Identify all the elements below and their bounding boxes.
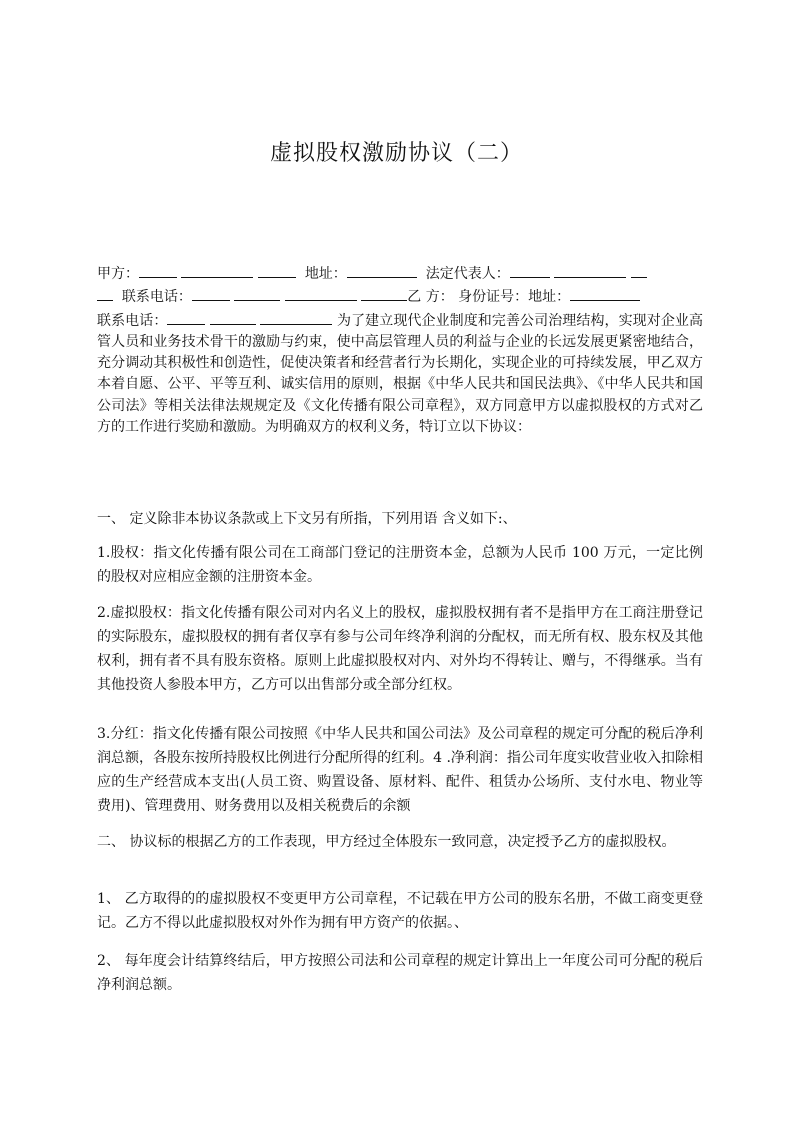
blank-field[interactable] bbox=[139, 262, 177, 278]
clause-item-1: 1、 乙方取得的的虚拟股权不变更甲方公司章程，不记载在甲方公司的股东名册，不做工商变更登记。乙方不得以此虚拟股权对外作为拥有甲方资产的依据。、 bbox=[97, 891, 703, 931]
address-label: 地址： bbox=[528, 289, 571, 306]
party-a-label: 甲方： bbox=[97, 266, 139, 282]
section-one-heading: 一、 定义除非本协议条款或上下文另有所指，下列用语 含义如下:、 bbox=[97, 511, 517, 527]
blank-field[interactable] bbox=[258, 262, 296, 278]
blank-field[interactable] bbox=[554, 262, 626, 278]
blank-field[interactable] bbox=[361, 285, 407, 301]
party-b-label: 乙 方： bbox=[407, 289, 454, 306]
definition-virtual-equity: 2.虚拟股权：指文化传播有限公司对内名义上的股权，虚拟股权拥有者不是指甲方在工商注册登记的实际股东，虚拟股权的拥有者仅享有参与公司年终净利润的分配权，而无所有权、股东权及其他权利，拥有者不具有股东资格。原则上此虚拟股权对内、对外均不得转让、赠与，不得继承。当有其他投资人参股本甲方，乙方可以出售部分或全部分红权。 bbox=[97, 605, 703, 693]
clause-item-2: 2、 每年度会计结算终结后，甲方按照公司法和公司章程的规定计算出上一年度公司可分配的税后净利润总额。 bbox=[97, 953, 703, 993]
legal-rep-label: 法定代表人： bbox=[425, 266, 510, 282]
parties-intro bbox=[97, 262, 703, 438]
definition-equity: 1.股权：指文化传播有限公司在工商部门登记的注册资本金，总额为人民币 100 万元，一定比例的股权对应相应金额的注册资本金。 bbox=[97, 545, 703, 585]
blank-field[interactable] bbox=[285, 285, 357, 301]
phone-label: 联系电话： bbox=[121, 289, 192, 306]
section-two-heading: 二、 协议标的根据乙方的工作表现，甲方经过全体股东一致同意，决定授予乙方的虚拟股权。 bbox=[97, 834, 676, 850]
blank-field[interactable] bbox=[97, 285, 113, 301]
blank-field[interactable] bbox=[210, 309, 256, 325]
intro-body: 为了建立现代企业制度和完善公司治理结构，实现对企业高管人员和业务技术骨干的激励与约束，使中高层管理人员的利益与企业的长远发展更紧密地结合，充分调动其积极性和创造性，促使决策者和经营者行为长期化，实现企业的可持续发展，甲乙双方本着自愿、公平、平等互利、诚实信用的原则，根据《中华人民共和国民法典》、《中华人民共和国公司法》等相关法律法规规定及《文化传播有限公司章程》，双方同意甲方以虚拟股权的方式对乙方的工作进行奖励和激励。为明确双方的权利义务，特订立以下协议： bbox=[97, 312, 703, 436]
blank-field[interactable] bbox=[192, 285, 230, 301]
blank-field[interactable] bbox=[181, 262, 253, 278]
blank-field[interactable] bbox=[510, 262, 550, 278]
blank-field[interactable] bbox=[234, 285, 280, 301]
definition-dividend: 3.分红：指文化传播有限公司按照《中华人民共和国公司法》及公司章程的规定可分配的税后净利润总额，各股东按所持股权比例进行分配所得的红利。4 .净利润：指公司年度实收营业收入扣除相应的生产经营成本支出(人员工资、购置设备、原材料、配件、租赁办公场所、支付水电、物业等费用)、管理费用、财务费用以及相关税费后的余额 bbox=[97, 726, 703, 814]
blank-field[interactable] bbox=[631, 262, 647, 278]
phone-label: 联系电话： bbox=[97, 312, 168, 329]
blank-field[interactable] bbox=[570, 285, 640, 301]
id-label: 身份证号： bbox=[458, 289, 529, 306]
address-label: 地址： bbox=[304, 266, 347, 282]
blank-field[interactable] bbox=[167, 309, 205, 325]
page-title: 虚拟股权激励协议（二） bbox=[269, 141, 523, 166]
blank-field[interactable] bbox=[260, 309, 332, 325]
blank-field[interactable] bbox=[347, 262, 417, 278]
